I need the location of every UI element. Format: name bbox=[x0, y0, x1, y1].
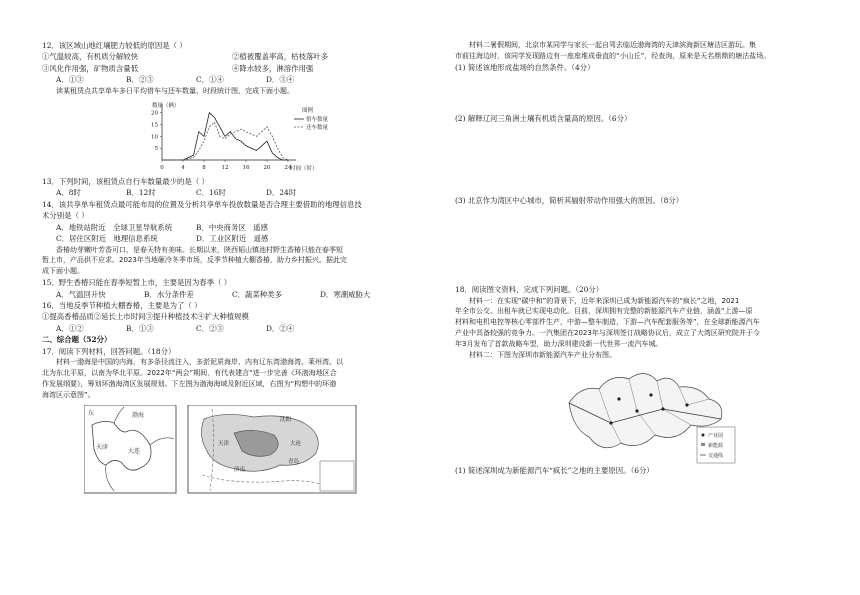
left-map-label-5: 渤海 bbox=[132, 411, 145, 419]
legend-label-return: 还车数量 bbox=[306, 124, 329, 131]
x-tick-label: 12 bbox=[221, 164, 229, 171]
legend-label-borrow: 借车数量 bbox=[306, 116, 329, 123]
toon-intro-2: 暂上市，产品供不应求。2023年当地砸冷冬季市场，反季节种植大棚香椿，助力乡村振兴。据此完 bbox=[42, 256, 347, 265]
q12-option-d[interactable]: D．③④ bbox=[266, 75, 295, 85]
toon-intro-3: 成下面小题。 bbox=[42, 267, 84, 276]
right-map-label-3: 天津 bbox=[218, 440, 230, 447]
q12-fact-1: ①气温较高，有机质分解较快 bbox=[42, 52, 139, 62]
y-tick-label: 20 bbox=[151, 110, 158, 117]
q18-material1-1: 材料一：在实现“碳中和”的背景下，近年来深圳已成为新能源汽车的“疯长”之地，2021 bbox=[469, 296, 740, 305]
q14-options-row2 bbox=[42, 233, 422, 244]
y-tick-label: 15 bbox=[151, 122, 158, 129]
left-map-label-7: 大连 bbox=[128, 447, 141, 455]
bike-intro: 读某租赁点共享单车多日平均借车与还车数量、时段统计图，完成下面小题。 bbox=[56, 86, 294, 95]
q17-material-3: 作发展纲要》，筹划环渤海湾区发展规划。下左图为渤海海域及附近区域，右图为“构想中的环渤 bbox=[42, 380, 337, 389]
q18-stem: 18．阅读图文资料，完成下列问题。（20分） bbox=[455, 285, 604, 295]
q14-stem-1: 14．该共享单车租赁点最可能布局的位置及分析共享单车投放数量是否合理主要借助的地理信息技 bbox=[42, 199, 362, 209]
q15-options bbox=[42, 289, 422, 300]
q16-option-a[interactable]: A．①② bbox=[56, 323, 84, 333]
q17-material-4: 海湾区示意图”。 bbox=[42, 390, 95, 399]
q12-options bbox=[42, 74, 422, 85]
x-tick-label: 4 bbox=[181, 164, 185, 171]
bohai-maps-svg bbox=[84, 405, 384, 497]
right-column bbox=[455, 40, 827, 476]
right-map-label-1: 沈阳 bbox=[280, 416, 292, 423]
q17-material2-1: 材料二暑假期间，北京市某同学与家长一起自驾去临近渤海湾的天津滨海新区塘沽区游玩。集 bbox=[469, 41, 756, 49]
q13-option-d[interactable]: D．24时 bbox=[266, 188, 297, 198]
q17-material-2: 北为东北平原，以南为华北平原。2022年“两会”期间，有代表建言“进一步完善《环渤海地区合 bbox=[42, 369, 337, 378]
q18-sub1: (1) 简述深圳成为新能源汽车“疯长”之地的主要原因。（6分） bbox=[455, 465, 654, 475]
q13-option-b[interactable]: B．12时 bbox=[126, 188, 156, 198]
answer-space-17-3[interactable] bbox=[455, 206, 827, 284]
q14-option-b[interactable]: B．中央商务区 遥感 bbox=[196, 222, 268, 232]
series-line-2 bbox=[162, 122, 288, 160]
q12-option-a[interactable]: A．①③ bbox=[56, 75, 84, 85]
q17-stem: 17．阅读下列材料，回答问题。（18分） bbox=[42, 346, 176, 356]
q14-option-a[interactable]: A．地铁站附近 全球卫星导航系统 bbox=[56, 222, 173, 232]
q12-stem: 12．该区域山地红壤肥力较低的原因是（ ） bbox=[42, 41, 187, 50]
q16-option-b[interactable]: B．①③ bbox=[126, 323, 154, 333]
q12-fact-4: ④降水较多，淋溶作用强 bbox=[232, 63, 314, 73]
q13-stem: 13．下列时间，该租赁点自行车数量最少的是（ ） bbox=[42, 176, 209, 186]
right-map-label-5: 青岛 bbox=[288, 458, 300, 465]
q15-option-b[interactable]: B．水分条件差 bbox=[144, 289, 194, 299]
series-line-1 bbox=[162, 112, 288, 159]
q13-options bbox=[42, 187, 422, 198]
q16-option-d[interactable]: D．②④ bbox=[266, 323, 295, 333]
x-tick-label: 16 bbox=[242, 164, 250, 171]
q17-sub1: (1) 简述该地形成盐场的自然条件。（4分） bbox=[455, 62, 595, 72]
q15-stem: 15．野生香椿只能在春季短暂上市，主要是因为春季（ ） bbox=[42, 278, 232, 288]
section-2-heading: 二、综合题（52分） bbox=[42, 335, 112, 345]
q17-material2-2: 市前往海边时，该同学发现路边有一座座堆成垂直的“小山丘”，经查询，原来是天名鼎鼎的塘沽盐场。 bbox=[455, 51, 771, 60]
bike-chart bbox=[138, 100, 338, 174]
q17-material-1: 材料一渤海是中国的内海，有多条径流注入，多淤泥质海岸，内有辽东湾渤海湾、莱州湾。以 bbox=[56, 358, 343, 367]
left-map-label-1: 东 bbox=[88, 409, 95, 417]
q13-option-a[interactable]: A．8时 bbox=[56, 188, 81, 198]
left-map-label-6: 天津 bbox=[96, 443, 109, 451]
right-map-label-4: 济南 bbox=[234, 466, 246, 473]
q14-options-row1 bbox=[42, 222, 422, 233]
q17-sub2: (2) 解释辽河三角洲土壤有机质含量高的原因。（6分） bbox=[455, 114, 632, 124]
x-tick-label: 8 bbox=[202, 164, 206, 171]
x-tick-label: 20 bbox=[263, 164, 271, 171]
sz-legend-3: 交通线 bbox=[708, 452, 724, 459]
left-column bbox=[42, 40, 422, 497]
q15-option-a[interactable]: A．气温回升快 bbox=[56, 289, 106, 299]
q12-facts-row2 bbox=[42, 63, 422, 74]
q14-option-c[interactable]: C．居住区附近 地理信息系统 bbox=[56, 234, 158, 244]
q12-option-c[interactable]: C．①④ bbox=[196, 75, 224, 85]
q17-sub3: (3) 北京作为湾区中心城市，简析其辐射带动作用强大的原因。（8分） bbox=[455, 195, 684, 205]
toon-intro-1: 香椿幼芽嫩叶芳香可口，是春天特有美味。长期以来，陕西韬山镇池村野生香椿只能在春季短 bbox=[56, 245, 343, 254]
bike-chart-svg bbox=[138, 100, 338, 174]
q12-option-b[interactable]: B．②③ bbox=[126, 75, 154, 85]
bohai-maps bbox=[42, 405, 422, 497]
answer-space-17-2[interactable] bbox=[455, 125, 827, 195]
x-tick-label: 24 bbox=[284, 164, 292, 171]
right-map-label-2: 大连 bbox=[290, 440, 302, 447]
q18-material1-4: 产业中具备较强的竞争力。一汽集团在2023年与深圳签订战略协议后，成立了大湾区研究院并于今 bbox=[455, 329, 760, 338]
shenzhen-map bbox=[455, 361, 827, 465]
y-tick-label: 5 bbox=[154, 145, 158, 152]
legend-title: 图例 bbox=[302, 107, 314, 114]
y-tick-label: 10 bbox=[151, 134, 158, 141]
x-axis-label: 时间（时） bbox=[290, 165, 318, 172]
sz-legend-2: 新能源 bbox=[708, 442, 724, 449]
q16-stem: 16．当地反季节种植大棚香椿，主要是为了（ ） bbox=[42, 301, 202, 310]
q14-stem-2: 术分别是（ ） bbox=[42, 211, 89, 221]
q12-facts-row1 bbox=[42, 51, 422, 62]
q16-facts: ①提高香椿品质②延长上市时间③提升种植技术④扩大种植规模 bbox=[42, 312, 249, 322]
q15-option-c[interactable]: C．蔬菜种类多 bbox=[232, 289, 282, 299]
x-tick-label: 0 bbox=[160, 164, 164, 171]
q16-option-c[interactable]: C．②③ bbox=[196, 323, 224, 333]
sz-legend-1: 产业园 bbox=[708, 432, 724, 439]
q14-option-d[interactable]: D．工业区附近 遥感 bbox=[196, 234, 269, 244]
q13-option-c[interactable]: C．16时 bbox=[196, 188, 226, 198]
y-axis-label: 数量（辆） bbox=[152, 102, 180, 109]
q18-material2: 材料二：下图为深圳市新能源汽车产业分布图。 bbox=[469, 350, 616, 359]
q12-fact-3: ③风化作用强，矿物质含量低 bbox=[42, 63, 139, 73]
q12-fact-2: ②植被覆盖率高，枯枝落叶多 bbox=[232, 52, 329, 62]
q18-material1-5: 年3月发布了首款战略车型，助力深圳建设新一代世界一流汽车城。 bbox=[455, 339, 663, 348]
shenzhen-map-svg bbox=[559, 363, 739, 467]
q18-material1-2: 年全市公交、出租车就已实现电动化。目前，深圳拥有完整的新能源汽车产业链，涵盖“上游—原 bbox=[455, 307, 753, 316]
answer-space-17-1[interactable] bbox=[455, 73, 827, 113]
q15-option-d[interactable]: D．寒潮威胁大 bbox=[320, 289, 371, 299]
q18-material1-3: 材料和电机电控等核心零部件生产，中游—整车制造，下游—汽车配套服务等”，在全球新能源汽车 bbox=[455, 318, 760, 327]
q16-options bbox=[42, 323, 422, 334]
